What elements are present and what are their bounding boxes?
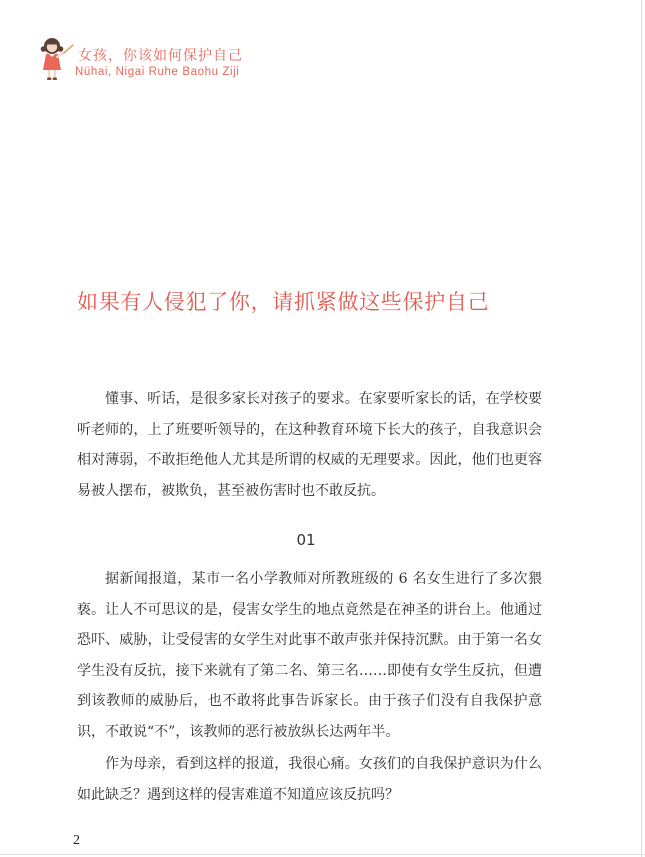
girl-teacher-icon (40, 36, 74, 82)
section-number: 01 (296, 531, 316, 549)
running-header (40, 36, 340, 86)
chapter-title: 如果有人侵犯了你，请抓紧做这些保护自己 (77, 290, 490, 314)
page-edge-bottom (0, 854, 645, 855)
page-edge (641, 0, 642, 857)
paragraph-mother: 作为母亲，看到这样的报道，我很心痛。女孩们的自我保护意识为什么如此缺乏？遇到这样的侵害难道不知道应该反抗吗？ (77, 756, 542, 803)
page-number: 2 (73, 833, 80, 848)
book-title: 女孩，你该如何保护自己 (78, 48, 243, 64)
book-title-pinyin: Nühai, Nigai Ruhe Baohu Ziji (75, 66, 240, 78)
paragraph-news: 据新闻报道，某市一名小学教师对所教班级的 6 名女生进行了多次猥亵。让人不可思议的是，侵害女学生的地点竟然是在神圣的讲台上。他通过恐吓、威胁，让受侵害的女学生对此事不敢声张并保持沉默。由于第一名女学生没有反抗，接下来就有了第二名、第三名……即使有女学生反抗，但遭到该教师的威胁后，也不敢将此事告诉家长。由于孩子们没有自我保护意识，不敢说“不”，该教师的恶行被放纵长达两年半。 (77, 571, 542, 740)
paragraph-intro: 懂事、听话，是很多家长对孩子的要求。在家要听家长的话，在学校要听老师的，上了班要听领导的，在这种教育环境下长大的孩子，自我意识会相对薄弱，不敢拒绝他人尤其是所谓的权威的无理要求。因此，他们也更容易被人摆布，被欺负，甚至被伤害时也不敢反抗。 (77, 391, 542, 499)
